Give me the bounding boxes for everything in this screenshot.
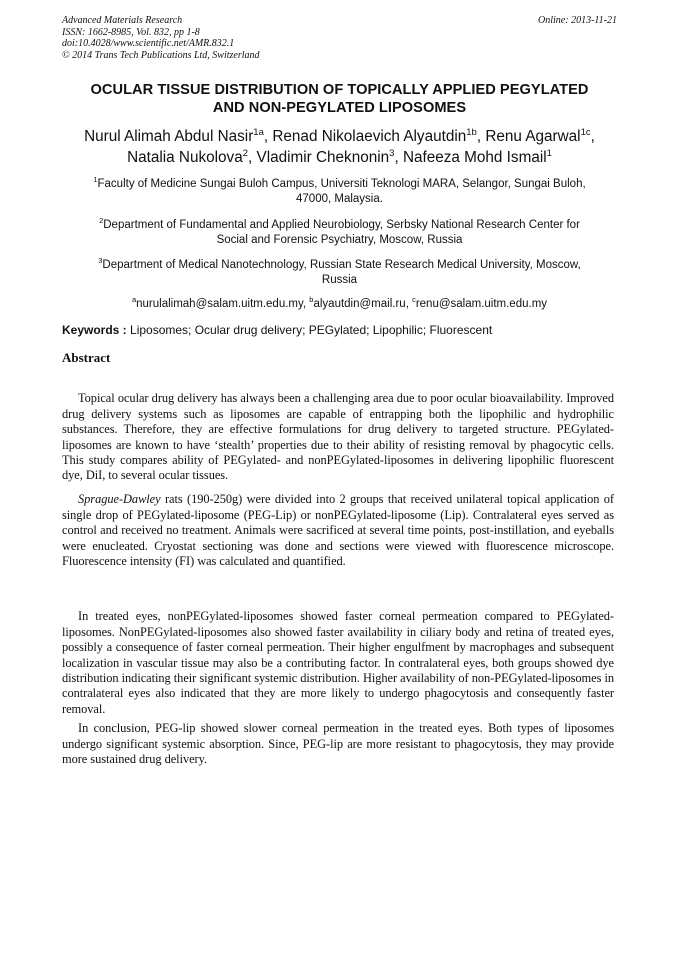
- title-line-2: AND NON-PEGYLATED LIPOSOMES: [212, 100, 467, 116]
- email-address[interactable]: nurulalimah@salam.uitm.edu.my: [136, 298, 303, 310]
- title-line-1: OCULAR TISSUE DISTRIBUTION OF TOPICALLY APPLIED PEGYLATED: [90, 82, 589, 98]
- author-separator: ,: [263, 128, 273, 145]
- author-separator: ,: [394, 149, 403, 166]
- journal-header: [62, 15, 617, 61]
- author-separator: ,: [590, 128, 595, 145]
- author-name: Renu Agarwal: [485, 128, 581, 145]
- author-affil-mark: 3: [389, 147, 395, 159]
- affiliation-text: Social and Forensic Psychiatry, Moscow, Russia: [216, 234, 463, 247]
- keywords-label: Keywords :: [62, 323, 127, 337]
- author-name: Nurul Alimah Abdul Nasir: [84, 128, 254, 145]
- email-separator: ,: [405, 298, 413, 310]
- copyright-line: © 2014 Trans Tech Publications Ltd, Switzerland: [62, 49, 260, 61]
- affiliation-2: [62, 218, 617, 249]
- species-name: Sprague-Dawley: [78, 492, 161, 507]
- affiliation-text: Department of Fundamental and Applied Neurobiology, Serbsky National Research Center for: [103, 219, 580, 231]
- keywords-text: Liposomes; Ocular drug delivery; PEGylated; Lipophilic; Fluorescent: [126, 323, 493, 337]
- author-separator: ,: [248, 149, 257, 166]
- paragraph-text: rats (190-250g) were divided into 2 groups that received unilateral topical application of single drop of PEGylated-liposome (PEG-Lip) or nonPEGylated-liposome (Lip). Contralateral eyes served as control and received no treatment. Animals were sacrificed at several time points, post-instillation, and eyeballs were enucleated. Cryostat sectioning was done and sections were viewed with fluorescence microscope. Fluorescence intensity (FI) was calculated and quantified.: [62, 492, 614, 569]
- email-mark: c: [412, 295, 416, 305]
- email-mark: a: [131, 295, 137, 305]
- author-row-1: [62, 126, 617, 147]
- author-name: Vladimir Cheknonin: [256, 149, 390, 166]
- abstract-paragraph-2: [62, 492, 614, 569]
- email-separator: ,: [302, 298, 310, 310]
- affiliation-3: [62, 258, 617, 289]
- author-affil-mark: 1c: [580, 126, 591, 138]
- author-list: [62, 126, 617, 168]
- author-name: Natalia Nukolova: [127, 149, 243, 166]
- keywords-line: [62, 323, 622, 338]
- affiliation-mark: 1: [93, 175, 98, 185]
- affiliation-mark: 3: [98, 256, 103, 266]
- author-affil-mark: 1a: [253, 126, 264, 138]
- author-name: Nafeeza Mohd Ismail: [402, 149, 547, 166]
- paper-title: [62, 81, 617, 117]
- abstract-paragraph-1: Topical ocular drug delivery has always been a challenging area due to poor ocular bioavailability. Improved drug delivery systems such as liposomes are capable of entrapping both the lipophilic and hydrophilic substances. Therefore, they are effective formulations for drug delivery to targeted structure. PEGylated-liposomes are known to have ‘stealth’ properties due to their ability of resisting removal by phagocytic cells. This study compares ability of PEGylated- and nonPEGylated-liposomes in delivering lipophilic fluorescent dye, DiI, to several ocular tissues.: [62, 391, 614, 483]
- affiliation-1: [62, 177, 617, 208]
- author-name: Renad Nikolaevich Alyautdin: [272, 128, 467, 145]
- affiliation-text: Department of Medical Nanotechnology, Russian State Research Medical University, Moscow,: [102, 259, 581, 271]
- affiliation-mark: 2: [99, 216, 104, 226]
- author-affil-mark: 1: [546, 147, 552, 159]
- author-row-2: [62, 147, 617, 168]
- doi-line: doi:10.4028/www.scientific.net/AMR.832.1: [62, 38, 235, 49]
- author-affil-mark: 1b: [466, 126, 477, 138]
- affiliation-text: 47000, Malaysia.: [296, 193, 383, 206]
- abstract-heading: Abstract: [62, 350, 111, 365]
- journal-name: Advanced Materials Research: [62, 15, 183, 26]
- abstract-paragraph-4: In conclusion, PEG-lip showed slower corneal permeation in the treated eyes. Both types of liposomes undergo significant systemic absorption. Since, PEG-lip are more resistant to phagocytosis, they may provide more sustained drug delivery.: [62, 721, 614, 767]
- online-date: Online: 2013-11-21: [538, 15, 617, 26]
- affiliation-text: Faculty of Medicine Sungai Buloh Campus, Universiti Teknologi MARA, Selangor, Sungai Buloh,: [97, 178, 586, 190]
- author-affil-mark: 2: [242, 147, 248, 159]
- email-address[interactable]: renu@salam.uitm.edu.my: [415, 298, 548, 310]
- affiliation-text: Russia: [321, 274, 358, 287]
- email-list: [62, 297, 617, 312]
- abstract-paragraph-3: In treated eyes, nonPEGylated-liposomes showed faster corneal permeation compared to PEGylated-liposomes. NonPEGylated-liposomes also showed faster availability in ciliary body and retina of treated eyes, possibly a consequence of faster corneal permeation. Their higher engulfment by macrophages and subsequent localization in vascular tissue may also be a contributing factor. In contralateral eyes, both groups showed dye distribution indicating their significant systemic distribution. Higher availability of non-PEGylated-liposomes in contralateral eyes also indicated that they are more likely to undergo phagocytosis and consequently faster removal.: [62, 609, 614, 716]
- email-address[interactable]: alyautdin@mail.ru: [313, 298, 406, 310]
- email-mark: b: [309, 295, 314, 305]
- issn-line: ISSN: 1662-8985, Vol. 832, pp 1-8: [62, 26, 200, 38]
- author-separator: ,: [476, 128, 486, 145]
